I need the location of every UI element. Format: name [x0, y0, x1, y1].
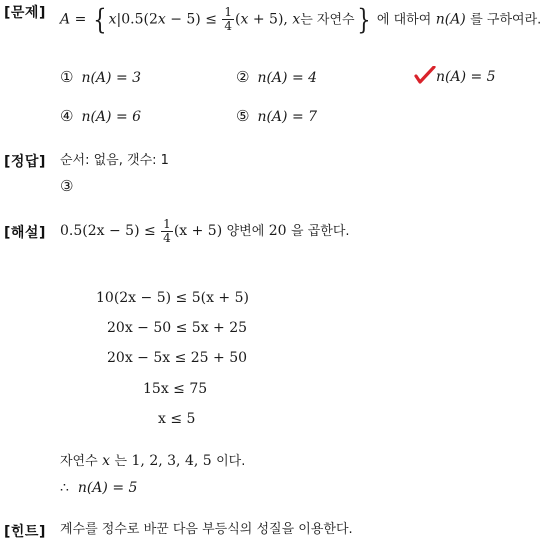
fraction: $\frac{1}{4}$	[224, 5, 233, 33]
natural-number-line: 자연수 x 는 1, 2, 3, 4, 5 이다.	[60, 453, 246, 469]
conclusion-line: ∴ n(A) = 5	[60, 480, 138, 496]
answer-label: [정답]	[4, 154, 46, 170]
set-name: A	[60, 11, 71, 28]
choice-4[interactable]: ④ n(A) = 6	[60, 107, 142, 125]
checkmark-icon	[414, 66, 436, 86]
step-5: x ≤ 5	[158, 411, 196, 427]
left-brace: {	[92, 2, 107, 36]
explanation-intro: 0.5(2x − 5) ≤ $\frac{1}{4}$ (x + 5) 양변에 20 을 곱한다.	[60, 216, 350, 245]
choice-5[interactable]: ⑤ n(A) = 7	[236, 107, 318, 125]
right-brace: }	[356, 2, 371, 36]
problem-statement: A = { x|0.5(2x − 5) ≤ $\frac{1}{4}$ (x + 5), x는 자연수} 에 대하여 n(A) 를 구하여라.	[60, 2, 542, 36]
hint-label: [힌트]	[4, 524, 46, 540]
answer-line-1: 순서: 없음, 갯수: 1	[60, 153, 169, 168]
hint-text: 계수를 정수로 바꾼 다음 부등식의 성질을 이용한다.	[60, 522, 353, 537]
step-2: 20x − 50 ≤ 5x + 25	[107, 320, 248, 336]
choice-3[interactable]: n(A) = 5	[414, 67, 496, 87]
problem-label: [문제]	[4, 5, 46, 21]
step-3: 20x − 5x ≤ 25 + 50	[107, 350, 248, 366]
explanation-label: [해설]	[4, 225, 46, 241]
answer-line-2: ③	[60, 177, 74, 195]
intro-fraction: $\frac{1}{4}$	[163, 216, 171, 245]
choice-2[interactable]: ② n(A) = 4	[236, 68, 318, 86]
step-4: 15x ≤ 75	[143, 381, 208, 397]
therefore-symbol: ∴	[60, 480, 69, 496]
choice-1[interactable]: ① n(A) = 3	[60, 68, 142, 86]
step-1: 10(2x − 5) ≤ 5(x + 5)	[96, 290, 249, 306]
